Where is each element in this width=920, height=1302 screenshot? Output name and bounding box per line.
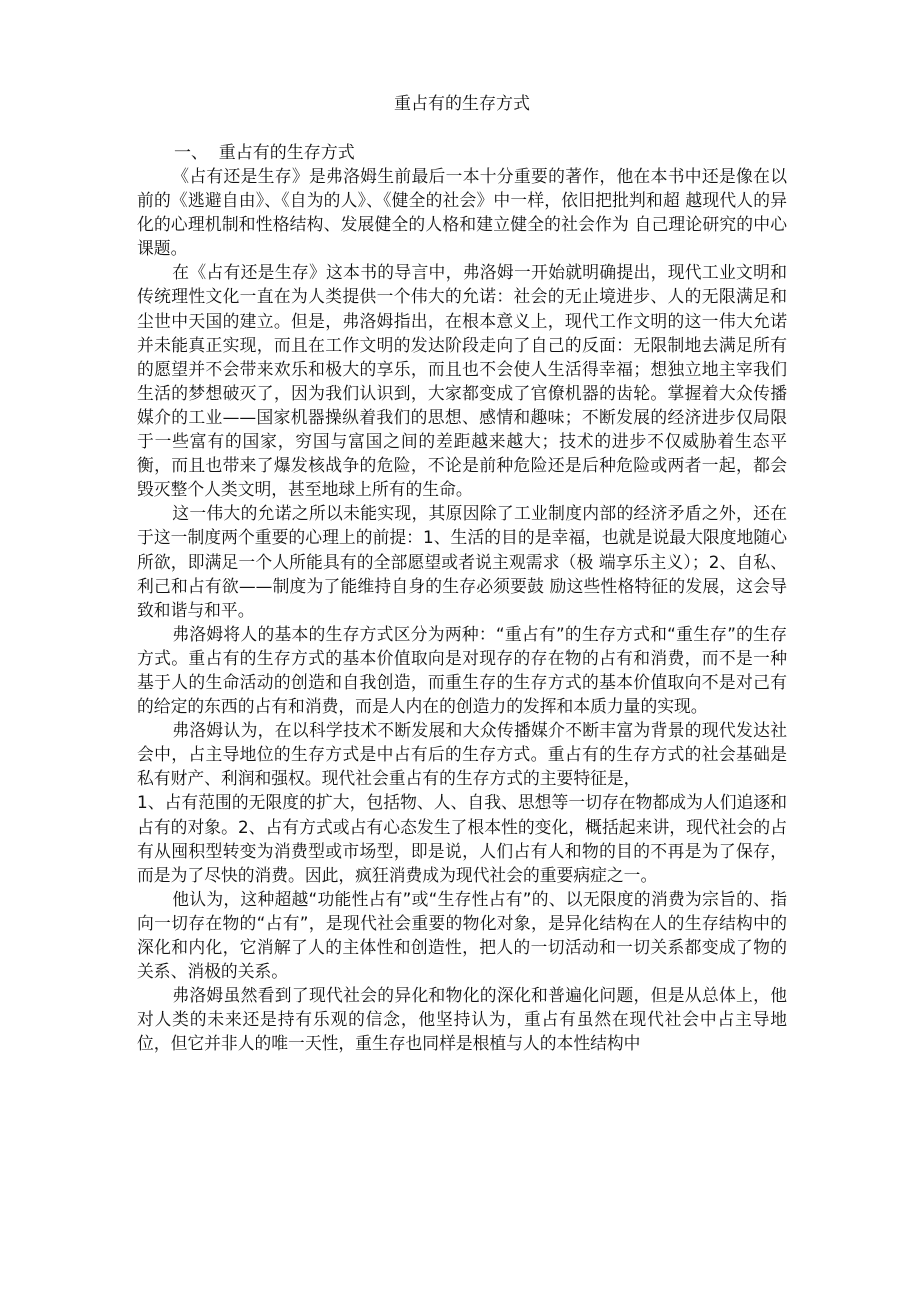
- paragraph-6: 1、占有范围的无限度的扩大，包括物、人、自我、思想等一切存在物都成为人们追逐和占有的对象。2、占有方式或占有心态发生了根本性的变化，概括起来讲，现代社会的占有从囤积型转变为消费型或市场型，即是说，人们占有人和物的目的不再是为了保存，而是为了尽快的消费。因此，疯狂消费成为现代社会的重要病症之一。: [137, 792, 787, 885]
- paragraph-5: 弗洛姆认为，在以科学技术不断发展和大众传播媒介不断丰富为背景的现代发达社会中，占主导地位的生存方式是中占有后的生存方式。重占有的生存方式的社会基础是私有财产、利润和强权。现代社会重占有的生存方式的主要特征是，: [137, 720, 787, 789]
- paragraph-2: 在《占有还是生存》这本书的导言中，弗洛姆一开始就明确提出，现代工业文明和传统理性文化一直在为人类提供一个伟大的允诺：社会的无止境进步、人的无限满足和尘世中天国的建立。但是，弗洛姆指出，在根本意义上，现代工作文明的这一伟大允诺并未能真正实现，而且在工作文明的发达阶段走向了自己的反面：无限制地去满足所有的愿望并不会带来欢乐和极大的享乐，而且也不会使人生活得幸福；想独立地主宰我们生活的梦想破灭了，因为我们认识到，大家都变成了官僚机器的齿轮。掌握着大众传播媒介的工业——国家机器操纵着我们的思想、感情和趣味；不断发展的经济进步仅局限于一些富有的国家，穷国与富国之间的差距越来越大；技术的进步不仅威胁着生态平衡，而且也带来了爆发核战争的危险，不论是前种危险还是后种危险或两者一起，都会毁灭整个人类文明，甚至地球上所有的生命。: [137, 262, 787, 500]
- paragraph-8: 弗洛姆虽然看到了现代社会的异化和物化的深化和普遍化问题，但是从总体上，他对人类的未来还是持有乐观的信念，他坚持认为，重占有虽然在现代社会中占主导地位，但它并非人的唯一天性，重生存也同样是根植与人的本性结构中: [137, 985, 787, 1054]
- paragraph-4: 弗洛姆将人的基本的生存方式区分为两种：“重占有”的生存方式和“重生存”的生存方式。重占有的生存方式的基本价值取向是对现存的存在物的占有和消费，而不是一种基于人的生命活动的创造和自我创造，而重生存的生存方式的基本价值取向不是对己有的给定的东西的占有和消费，而是人内在的创造力的发挥和本质力量的实现。: [137, 623, 787, 717]
- paragraph-1: 《占有还是生存》是弗洛姆生前最后一本十分重要的著作，他在本书中还是像在以前的《逃避自由》、《自为的人》、《健全的社会》中一样，依旧把批判和超 越现代人的异化的心理机制和性格结构、发展健全的人格和建立健全的社会作为 自己理论研究的中心课题。: [137, 166, 787, 259]
- section-heading: 一、 重占有的生存方式: [174, 143, 355, 163]
- document-title: 重占有的生存方式: [394, 94, 530, 114]
- paragraph-7: 他认为，这种超越“功能性占有”或“生存性占有”的、以无限度的消费为宗旨的、指向一切存在物的“占有”，是现代社会重要的物化对象，是异化结构在人的生存结构中的深化和内化，它消解了人的主体性和创造性，把人的一切活动和一切关系都变成了物的关系、消极的关系。: [137, 888, 787, 982]
- body-text: [137, 164, 787, 1055]
- paragraph-3: 这一伟大的允诺之所以未能实现，其原因除了工业制度内部的经济矛盾之外，还在于这一制度两个重要的心理上的前提：1、生活的目的是幸福，也就是说最大限度地随心所欲，即满足一个人所能具有的全部愿望或者说主观需求（极 端享乐主义）；2、自私、利己和占有欲——制度为了能维持自身的生存必须要鼓 励这些性格特征的发展，这会导致和谐与和平。: [137, 503, 787, 620]
